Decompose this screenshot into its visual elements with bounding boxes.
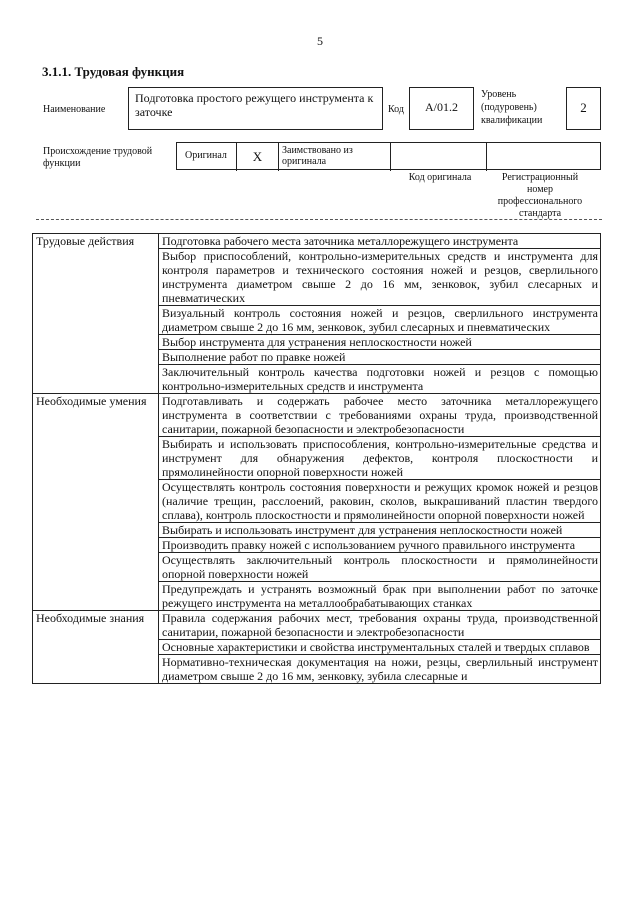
code-label: Код [388, 104, 404, 115]
table-cell: Осуществлять контроль состояния поверхности и режущих кромок ножей и резцов (наличие трещин, расслоений, раковин, сколов, выкрашиваний пластин твердого сплава), контроль плоскостности и прямолинейности опорной поверхности ножей [159, 480, 601, 523]
code-original-label: Код оригинала [408, 172, 472, 183]
original-label: Оригинал [177, 143, 237, 171]
table-cell: Подготавливать и содержать рабочее место заточника металлорежущего инструмента в соответствии с требованиями охраны труда, производственной санитарии, пожарной безопасности и электробезопасности [159, 394, 601, 437]
name-label: Наименование [43, 104, 106, 115]
table-cell: Визуальный контроль состояния ножей и резцов, сверлильного инструмента диаметром свыше 2 до 16 мм, зенковок, зубил слесарных и пневматических [159, 306, 601, 335]
borrowed-label: Заимствовано из оригинала [279, 143, 391, 171]
origin-row [176, 142, 601, 170]
table-cell: Производить правку ножей с использованием ручного правильного инструмента [159, 538, 601, 553]
table-cell: Заключительный контроль качества подготовки ножей и резцов с помощью контрольно-измерительных средств и инструмента [159, 365, 601, 394]
table-cell: Выполнение работ по правке ножей [159, 350, 601, 365]
table-cell: Осуществлять заключительный контроль плоскостности и прямолинейности опорной поверхности ножей [159, 553, 601, 582]
original-mark: X [237, 143, 279, 171]
category-label: Необходимые умения [33, 394, 159, 611]
table-row [33, 611, 601, 640]
table-cell: Выбирать и использовать приспособления, контрольно-измерительные средства и инструмент для обнаружения дефектов, контроля плоскостности и прямолинейности опорной поверхности ножей [159, 437, 601, 480]
origin-label: Происхождение трудовой функции [43, 146, 153, 169]
table-cell: Выбирать и использовать инструмент для устранения неплоскостности ножей [159, 523, 601, 538]
table-row [33, 394, 601, 437]
table-cell: Выбор приспособлений, контрольно-измерительных средств и инструмента для контроля параметров и технического состояния ножей и резцов, сверлильного инструмента диаметром свыше 2 до 16 мм, зенковок, зубил слесарных и пневматических [159, 249, 601, 306]
function-table [32, 233, 601, 684]
table-cell: Предупреждать и устранять возможный брак при выполнении работ по заточке режущего инструмента на металлообрабатывающих станках [159, 582, 601, 611]
name-value: Подготовка простого режущего инструмента к заточке [128, 87, 383, 130]
section-title: 3.1.1. Трудовая функция [42, 64, 185, 79]
level-label: Уровень (подуровень) квалификации [481, 89, 543, 126]
table-cell: Нормативно-техническая документация на ножи, резцы, сверлильный инструмент диаметром свыше 2 до 16 мм, зенковку, зубила слесарные и [159, 655, 601, 684]
reg-number-cell [487, 143, 602, 171]
table-cell: Выбор инструмента для устранения неплоскостности ножей [159, 335, 601, 350]
code-original-cell [391, 143, 487, 171]
page-number: 5 [317, 34, 323, 48]
table-cell: Правила содержания рабочих мест, требования охраны труда, производственной санитарии, пожарной безопасности и электробезопасности [159, 611, 601, 640]
level-value: 2 [566, 87, 601, 130]
table-cell: Подготовка рабочего места заточника металлорежущего инструмента [159, 234, 601, 249]
divider [36, 219, 602, 220]
table-cell: Основные характеристики и свойства инструментальных сталей и твердых сплавов [159, 640, 601, 655]
code-value: A/01.2 [409, 87, 474, 130]
category-label: Необходимые знания [33, 611, 159, 684]
table-row [33, 234, 601, 249]
reg-number-label: Регистрационный номер профессионального стандарта [497, 172, 583, 219]
category-label: Трудовые действия [33, 234, 159, 394]
